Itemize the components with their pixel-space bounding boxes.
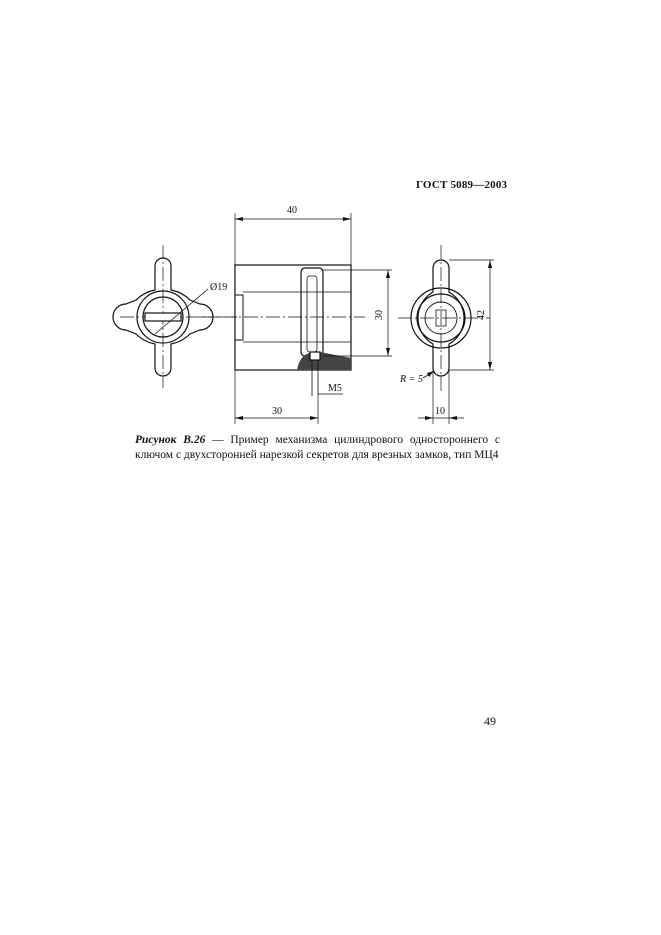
dim-thread: M5 [328, 383, 342, 394]
dim-height-42: 42 [476, 310, 487, 320]
figure-caption [135, 433, 500, 463]
dim-height-30: 30 [374, 310, 385, 320]
right-view [398, 245, 494, 424]
dim-radius: R = 5 [400, 374, 423, 385]
left-view [113, 245, 237, 388]
caption-text: — Пример механизма цилиндрового одностороннего с ключом с двухсторонней нарезкой секретов для врезных замков, тип МЦ4 [135, 434, 501, 461]
dim-bottom-width: 10 [435, 406, 445, 417]
center-view [200, 213, 392, 424]
dim-top-length: 40 [287, 205, 297, 216]
standard-header: ГОСТ 5089—2003 [416, 179, 508, 191]
page-number: 49 [484, 714, 496, 728]
caption-label: Рисунок В.26 [135, 434, 206, 446]
dim-diameter: Ø19 [210, 282, 228, 293]
dim-bottom-length: 30 [272, 406, 282, 417]
